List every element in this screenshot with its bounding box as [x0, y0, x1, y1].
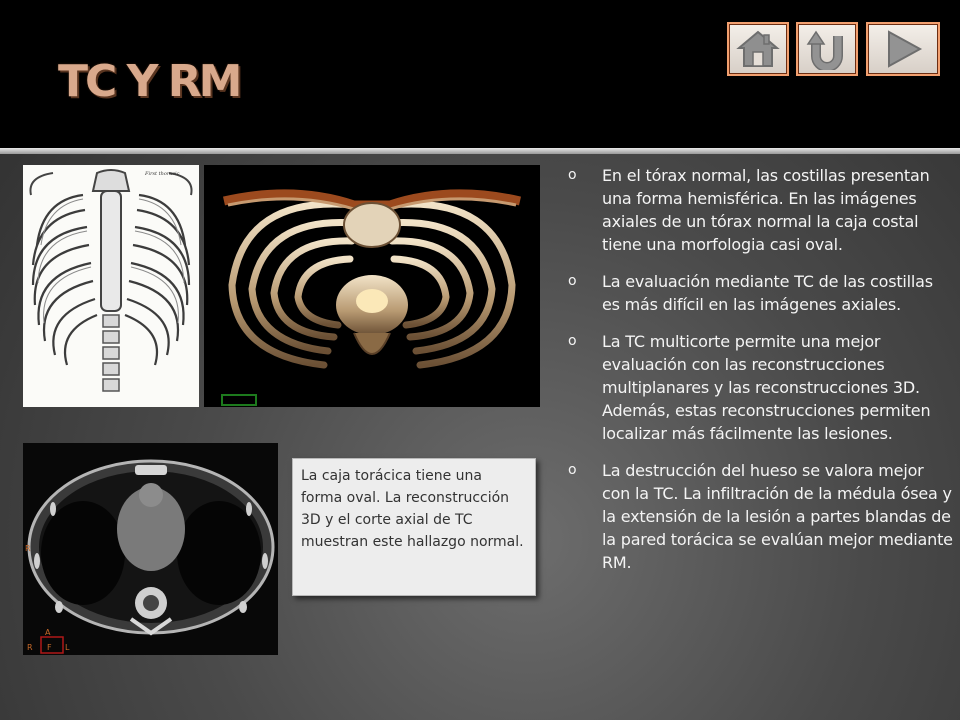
home-icon [735, 28, 781, 70]
home-button[interactable] [727, 22, 789, 76]
bullet-marker: o [568, 462, 577, 478]
bullet-marker: o [568, 273, 577, 289]
bullet-text: La evaluación mediante TC de las costillas es más difícil en las imágenes axiales. [602, 272, 933, 314]
bullet-marker: o [568, 167, 577, 183]
play-next-icon [880, 28, 926, 70]
ribcage-3d-reconstruction [204, 165, 540, 407]
ribcage-label: First thoracic [145, 171, 180, 177]
ct-orientation-r-left: R [25, 544, 31, 553]
ct-orientation-f: F [47, 643, 52, 652]
slide-title: TC Y RM [58, 56, 240, 107]
u-turn-back-icon [804, 28, 850, 70]
bullet-list [562, 164, 954, 588]
back-button[interactable] [796, 22, 858, 76]
axial-ct-image [23, 443, 278, 655]
bullet-marker: o [568, 333, 577, 349]
bullet-item [562, 459, 954, 574]
ct-orientation-l: L [65, 643, 70, 652]
bullet-item [562, 164, 954, 256]
image-caption: La caja torácica tiene una forma oval. La reconstrucción 3D y el corte axial de TC muestran este hallazgo normal. [292, 458, 536, 596]
next-button[interactable] [866, 22, 940, 76]
ct-orientation-a: A [45, 628, 51, 637]
bullet-text: La TC multicorte permite una mejor evaluación con las reconstrucciones multiplanares y las reconstrucciones 3D. Además, estas reconstrucciones permiten localizar más fácilmente las lesiones. [602, 332, 931, 443]
bullet-item [562, 330, 954, 445]
bullet-text: En el tórax normal, las costillas presentan una forma hemisférica. En las imágenes axiales de un tórax normal la caja costal tiene una morfologia casi oval. [602, 166, 930, 254]
bullet-text: La destrucción del hueso se valora mejor con la TC. La infiltración de la médula ósea y la extensión de la lesión a partes blandas de la pared torácica se evalúan mejor mediante RM. [602, 461, 953, 572]
ct-orientation-r: R [27, 643, 33, 652]
bullet-item [562, 270, 954, 316]
ribcage-illustration [23, 165, 199, 407]
header-divider [0, 148, 960, 154]
